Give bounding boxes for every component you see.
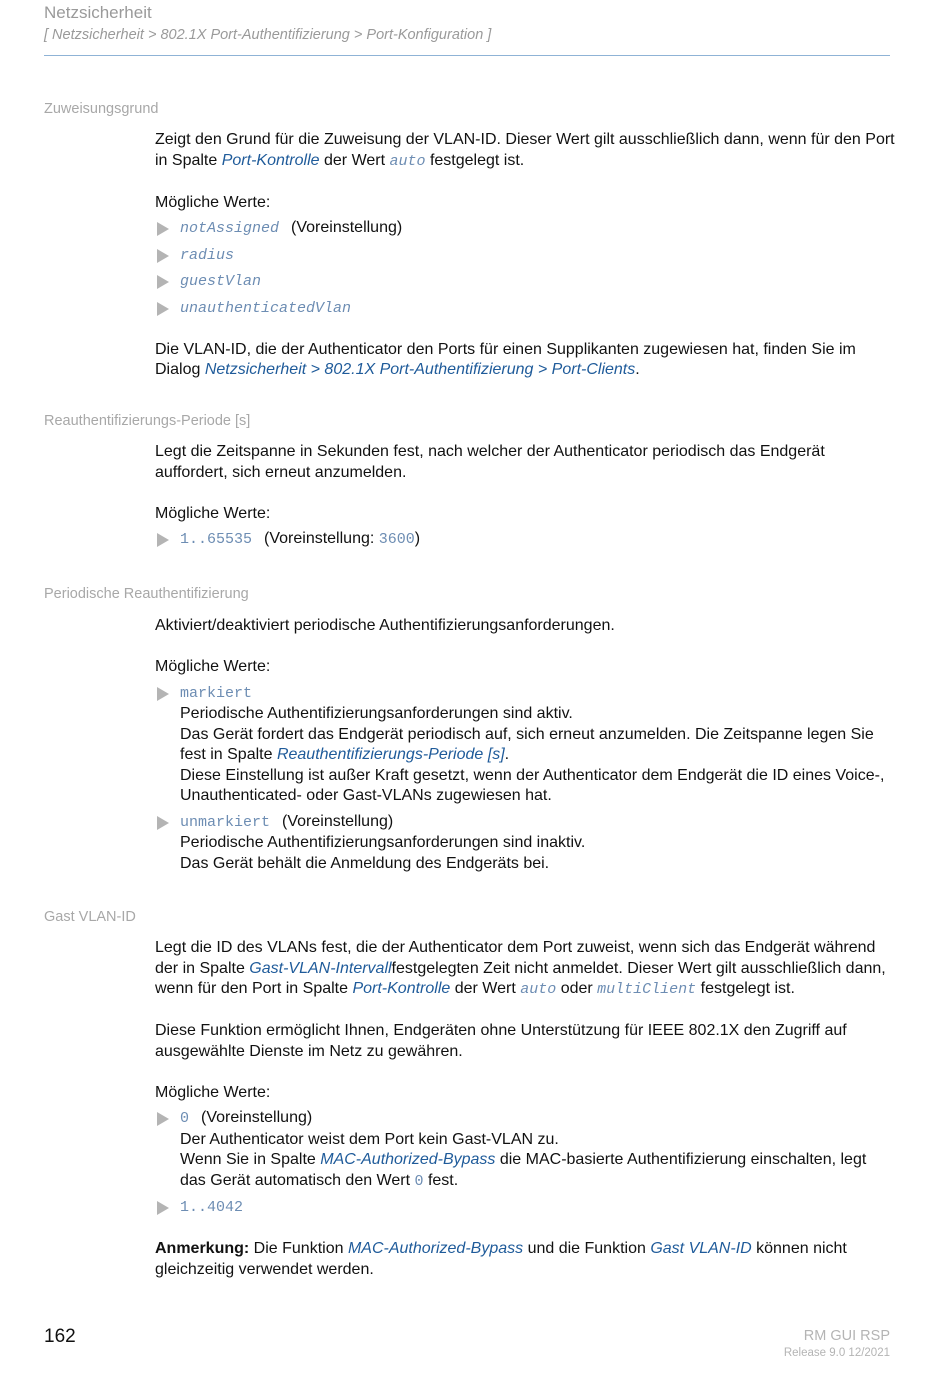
reference-link: MAC-Authorized-Bypass xyxy=(347,1240,524,1257)
bullet-triangle-icon xyxy=(157,687,169,701)
bullet-triangle-icon xyxy=(157,302,169,316)
list-item: 0 (Voreinstellung) Der Authenticator weist dem Port kein Gast-VLAN zu. Wenn Sie in Spalte MAC-Authorized-Bypass die MAC-basierte Authentifizierung einschalten, legt das Gerät automatisch den Wert 0 fest. xyxy=(155,1108,895,1192)
possible-values-label: Mögliche Werte: xyxy=(155,193,271,211)
header-divider xyxy=(44,55,890,56)
section-body-gast-vlan-id xyxy=(155,938,895,1280)
paragraph: Die VLAN-ID, die der Authenticator den Ports für einen Supplikanten zugewiesen hat, finden Sie im Dialog Netzsicherheit > 802.1X Port-Authentifizierung > Port-Clients. xyxy=(155,340,856,378)
list-item: notAssigned (Voreinstellung) xyxy=(155,218,895,240)
value-list xyxy=(155,529,895,551)
bullet-triangle-icon xyxy=(157,533,169,547)
list-item: unauthenticatedVlan xyxy=(155,298,895,320)
code-value: multiClient xyxy=(597,981,697,998)
list-item: 1..4042 xyxy=(155,1197,895,1219)
footer-release: Release 9.0 12/2021 xyxy=(783,1347,890,1359)
paragraph: Aktiviert/deaktiviert periodische Authentifizierungsanforderungen. xyxy=(155,617,615,634)
section-heading-periodische-reauth: Periodische Reauthentifizierung xyxy=(44,586,249,602)
reference-link: Port-Kontrolle xyxy=(221,151,320,169)
reference-link: Gast VLAN-ID xyxy=(650,1240,752,1257)
bullet-triangle-icon xyxy=(157,1201,169,1215)
footer-document-id: RM GUI RSP xyxy=(803,1328,890,1344)
reference-link: Reauthentifizierungs-Periode [s] xyxy=(276,746,505,763)
bullet-triangle-icon xyxy=(157,275,169,289)
value-list xyxy=(155,683,895,875)
possible-values-label: Mögliche Werte: xyxy=(155,504,271,522)
list-item: unmarkiert (Voreinstellung) Periodische Authentifizierungsanforderungen sind inaktiv. Das Gerät behält die Anmeldung des Endgeräts bei. xyxy=(155,812,895,875)
bullet-triangle-icon xyxy=(157,816,169,830)
paragraph: Zeigt den Grund für die Zuweisung der VLAN-ID. Dieser Wert gilt ausschließlich dann, wenn für den Port in Spalte Port-Kontrolle der Wert auto festgelegt ist. xyxy=(155,131,895,170)
reference-link: Port-Kontrolle xyxy=(352,980,451,997)
list-item: guestVlan xyxy=(155,271,895,293)
section-body-reauth-periode xyxy=(155,442,895,551)
value-list xyxy=(155,218,895,319)
section-body-zuweisungsgrund xyxy=(155,130,895,381)
paragraph: Legt die ID des VLANs fest, die der Authenticator dem Port zuweist, wenn sich das Endgerät während der in Spalte Gast-VLAN-Intervallfestgelegten Zeit nicht anmeldet. Dieser Wert gilt ausschließlich dann, wenn für den Port in Spalte Port-Kontrolle der Wert auto oder multiClient festgelegt ist. xyxy=(155,939,886,998)
value-list xyxy=(155,1108,895,1219)
code-value: auto xyxy=(389,152,426,170)
header-breadcrumb: [ Netzsicherheit > 802.1X Port-Authentifizierung > Port-Konfiguration ] xyxy=(44,27,492,43)
section-heading-reauth-periode: Reauthentifizierungs-Periode [s] xyxy=(44,413,251,429)
possible-values-label: Mögliche Werte: xyxy=(155,1083,271,1101)
paragraph: Diese Funktion ermöglicht Ihnen, Endgeräten ohne Unterstützung für IEEE 802.1X den Zugriff auf ausgewählte Dienste im Netz zu gewähren. xyxy=(155,1022,847,1060)
list-item: 1..65535 (Voreinstellung: 3600) xyxy=(155,529,895,551)
reference-link: MAC-Authorized-Bypass xyxy=(320,1151,496,1168)
code-value: auto xyxy=(520,981,557,998)
bullet-triangle-icon xyxy=(157,1112,169,1126)
header-title: Netzsicherheit xyxy=(44,3,152,22)
bullet-triangle-icon xyxy=(157,249,169,263)
note-label: Anmerkung: xyxy=(155,1240,250,1257)
reference-link: Netzsicherheit > 802.1X Port-Authentifizierung > Port-Clients xyxy=(204,361,636,378)
list-item: radius xyxy=(155,245,895,267)
bullet-triangle-icon xyxy=(157,222,169,236)
paragraph: Legt die Zeitspanne in Sekunden fest, nach welcher der Authenticator periodisch das Endgerät auffordert, sich erneut anzumelden. xyxy=(155,443,825,481)
list-item: markiert Periodische Authentifizierungsanforderungen sind aktiv. Das Gerät fordert das Endgerät periodisch auf, sich erneut anzumelden. Die Zeitspanne legen Sie fest in Spalte Reauthentifizierungs-Periode [s]. Diese Einstellung ist außer Kraft gesetzt, wenn der Authenticator dem Endgerät die ID eines Voice-, Unauthenticated- oder Gast-VLANs zugewiesen hat. xyxy=(155,683,895,807)
section-body-periodische-reauth xyxy=(155,616,895,874)
note-paragraph: Anmerkung: Die Funktion MAC-Authorized-Bypass und die Funktion Gast VLAN-ID können nicht gleichzeitig verwendet werden. xyxy=(155,1240,847,1278)
possible-values-label: Mögliche Werte: xyxy=(155,658,271,675)
page-number: 162 xyxy=(44,1326,76,1347)
section-heading-gast-vlan-id: Gast VLAN-ID xyxy=(44,909,136,925)
section-heading-zuweisungsgrund: Zuweisungsgrund xyxy=(44,101,159,117)
reference-link: Gast-VLAN-Intervall xyxy=(249,959,392,977)
